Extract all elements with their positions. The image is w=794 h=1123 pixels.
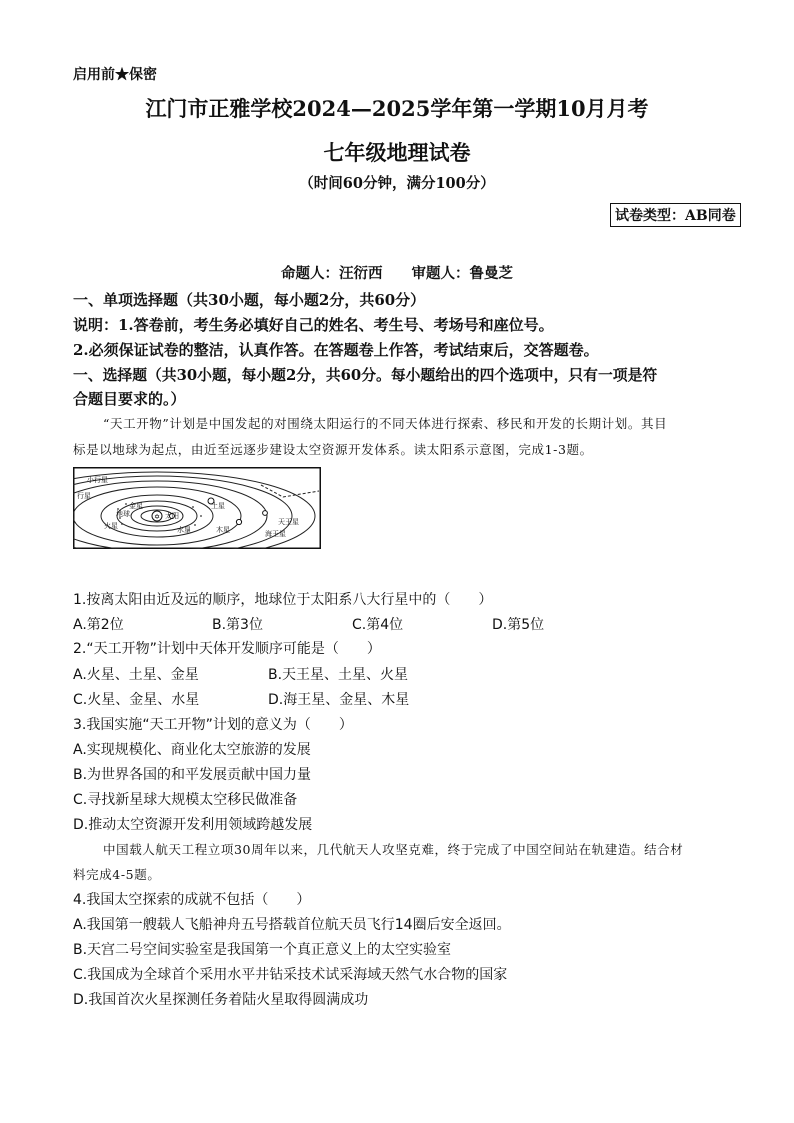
- time-info: （时间60分钟，满分100分）: [299, 175, 495, 192]
- confidential-label: 启用前★保密: [73, 67, 157, 83]
- question-2-stem: 2.“天工开物”计划中天体开发顺序可能是（ ）: [73, 641, 381, 657]
- authors-line: 命题人：汪衍西 审题人：鲁曼芝: [281, 265, 513, 282]
- question-3-option-c: C.寻找新星球大规模太空移民做准备: [73, 792, 298, 808]
- choice-heading-cont: 合题目要求的。）: [73, 390, 186, 408]
- question-3-option-d: D.推动太空资源开发利用领域跨越发展: [73, 817, 313, 833]
- question-2-option-d: D.海王星、金星、木星: [268, 692, 410, 708]
- diagram-label-neptune: 海王星: [265, 530, 286, 538]
- exam-title: 七年级地理试卷: [323, 140, 471, 165]
- question-4-option-a: A.我国第一艘载人飞船神舟五号搭载首位航天员飞行14圈后安全返回。: [73, 917, 511, 933]
- passage-2-line-2: 料完成4-5题。: [73, 867, 161, 882]
- question-2-option-a: A.火星、土星、金星: [73, 667, 199, 683]
- diagram-label-mars: 火星: [104, 522, 118, 530]
- question-3-stem: 3.我国实施“天工开物”计划的意义为（ ）: [73, 717, 353, 733]
- solar-system-diagram: [73, 467, 321, 549]
- diagram-label-asteroid: 小行星: [87, 476, 108, 484]
- diagram-label-mercury: 水星: [177, 526, 191, 534]
- question-1-option-d: D.第5位: [492, 617, 545, 633]
- section-heading: 一、单项选择题（共30小题，每小题2分，共60分）: [73, 291, 426, 309]
- question-2-option-c: C.火星、金星、水星: [73, 692, 200, 708]
- exam-type-box: 试卷类型：AB同卷: [610, 203, 741, 227]
- passage-1-line-1: “天工开物”计划是中国发起的对围绕太阳运行的不同天体进行探索、移民和开发的长期计划。其目: [103, 416, 668, 431]
- instruction-note-1: 说明：1.答卷前，考生务必填好自己的姓名、考生号、考场号和座位号。: [73, 316, 554, 334]
- diagram-label-jupiter: 木星: [216, 526, 230, 534]
- question-4-option-d: D.我国首次火星探测任务着陆火星取得圆满成功: [73, 992, 369, 1008]
- question-4-option-c: C.我国成为全球首个采用水平井钻采技术试采海域天然气水合物的国家: [73, 967, 508, 983]
- diagram-label-venus: 金星: [129, 502, 143, 510]
- question-1-option-b: B.第3位: [212, 617, 263, 633]
- diagram-label-earth: 地球: [116, 510, 130, 518]
- diagram-label-planet: 行星: [77, 492, 91, 500]
- diagram-label-saturn: 土星: [211, 502, 225, 510]
- diagram-label-sun: 太阳: [165, 512, 179, 520]
- question-1-stem: 1.按离太阳由近及远的顺序，地球位于太阳系八大行星中的（ ）: [73, 592, 493, 608]
- diagram-label-uranus: 天王星: [278, 518, 299, 526]
- passage-1-line-2: 标是以地球为起点，由近至远逐步建设太空资源开发体系。读太阳系示意图，完成1-3题。: [73, 442, 593, 457]
- question-1-option-c: C.第4位: [352, 617, 404, 633]
- passage-2-line-1: 中国载人航天工程立项30周年以来，几代航天人攻坚克难，终于完成了中国空间站在轨建造。结合材: [103, 842, 684, 857]
- school-title: 江门市正雅学校2024—2025学年第一学期10月月考: [145, 96, 649, 121]
- question-2-option-b: B.天王星、土星、火星: [268, 667, 409, 683]
- question-1-option-a: A.第2位: [73, 617, 124, 633]
- question-4-stem: 4.我国太空探索的成就不包括（ ）: [73, 892, 311, 908]
- choice-heading: 一、选择题（共30小题，每小题2分，共60分。每小题给出的四个选项中，只有一项是符: [73, 367, 658, 384]
- question-3-option-b: B.为世界各国的和平发展贡献中国力量: [73, 767, 312, 783]
- svg-text:✡: ✡: [154, 513, 160, 521]
- instruction-note-2: 2.必须保证试卷的整洁，认真作答。在答题卷上作答，考试结束后，交答题卷。: [73, 341, 599, 359]
- question-4-option-b: B.天宫二号空间实验室是我国第一个真正意义上的太空实验室: [73, 942, 452, 958]
- question-3-option-a: A.实现规模化、商业化太空旅游的发展: [73, 742, 311, 758]
